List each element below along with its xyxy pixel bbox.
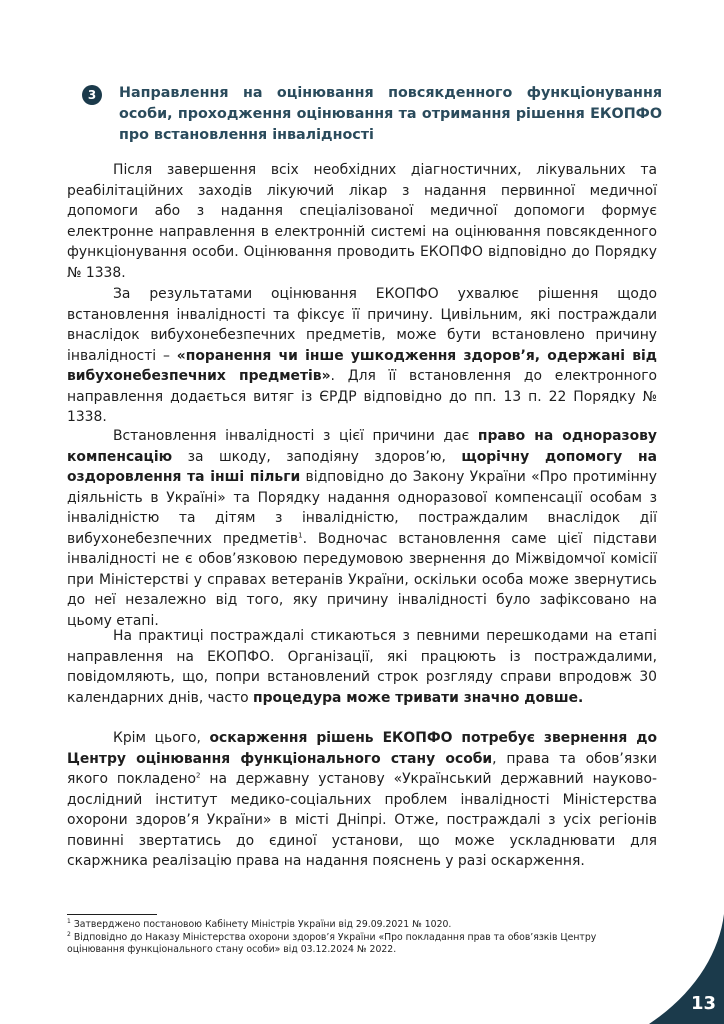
footnote-divider: [67, 914, 157, 915]
footnote-mark: 1: [67, 917, 71, 925]
footnote-mark: 2: [67, 930, 71, 938]
paragraph-text: На практиці постраждалі стикаються з певними перешкодами на етапі направлення на ЕКОПФО. Організації, які працюють із постраждалими, повідомляють, що, попри встановлений строк розгляду справи впродовж 30 календарних днів, часто: [67, 628, 657, 706]
footnote-reference: 2: [196, 771, 201, 780]
bold-text: оскарження рішень ЕКОПФО потребує звернення до Центру оцінювання функціонального стану особи: [67, 730, 658, 767]
section-title: Направлення на оцінювання повсякденного функціонування особи, проходження оцінювання та отримання рішення ЕКОПФО про встановлення інвалідності: [119, 85, 662, 143]
section-number-badge: 3: [82, 85, 102, 105]
paragraph-text: Після завершення всіх необхідних діагностичних, лікувальних та реабілітаційних заходів лікуючий лікар з надання первинної медичної допомоги або з надання спеціалізованої медичної допомоги формує електронне направлення в електронній системі на оцінювання повсякденного функціонування особи. Оцінювання проводить ЕКОПФО відповідно до Порядку № 1338.: [67, 162, 657, 281]
bold-text: право на одноразову компенсацію: [67, 428, 657, 465]
paragraph-1: [67, 160, 657, 283]
paragraph-text: . Для її встановлення до електронного направлення додається витяг із ЄРДР відповідно до пп. 13 п. 22 Порядку № 1338.: [67, 368, 658, 425]
paragraph-text: . Водночас встановлення саме цієї підстави інвалідності не є обов’язковою передумовою звернення до Міжвідомчої комісії при Міністерстві у справах ветеранів України, оскільки особа може звернутись до неї незалежно від того, яку причину інвалідності було зафіксовано на цьому етапі.: [67, 530, 657, 629]
paragraph-text: за шкоду, заподіяну здоров’ю,: [172, 448, 462, 465]
footnote-text: Затверджено постановою Кабінету Міністрів України від 29.09.2021 № 1020.: [73, 919, 452, 930]
bold-text: «поранення чи інше ушкодження здоров’я, одержані від вибухонебезпечних предметів»: [67, 347, 658, 384]
paragraph-5: [67, 728, 657, 872]
bold-text: процедура може тривати значно довше.: [253, 689, 584, 706]
paragraph-4: [67, 626, 657, 708]
paragraph-text: Встановлення інвалідності з цієї причини дає: [113, 428, 478, 444]
footnote-2: [67, 932, 647, 957]
paragraph-text: на державну установу «Український державний науково-дослідний інститут медико-соціальних проблем інвалідності Міністерства охорони здоров’я України» в місті Дніпрі. Отже, постраждалі з усіх регіонів повинні звертатись до єдиної установи, що може ускладнювати для скаржника реалізацію права на надання пояснень у разі оскарження.: [67, 771, 657, 869]
bold-text: щорічну допомогу на оздоровлення та інші пільги: [67, 448, 658, 485]
paragraph-text: , права та обов’язки якого покладено: [67, 750, 657, 787]
footnote-reference: 1: [298, 530, 303, 539]
page-number: 13: [690, 993, 716, 1014]
paragraph-text: За результатами оцінювання ЕКОПФО ухвалює рішення щодо встановлення інвалідності та фіксує її причину. Цивільним, які постраждали внаслідок вибухонебезпечних предметів, може бути встановлено причину інвалідності –: [67, 286, 657, 364]
paragraph-text: Крім цього,: [113, 730, 210, 746]
footnote-1: [67, 919, 647, 932]
paragraph-2: [67, 284, 657, 428]
footnote-text: Відповідно до Наказу Міністерства охорони здоров’я України «Про покладання прав та обов’язків Центру оцінювання функціонального стану особи» від 03.12.2024 № 2022.: [67, 931, 597, 956]
paragraph-text: відповідно до Закону України «Про протимінну діяльність в Україні» та Порядку надання одноразової компенсації особам з інвалідністю та дітям з інвалідністю, постраждалим внаслідок дії вибухонебезпечних предметів: [67, 469, 657, 547]
footnotes: [67, 919, 647, 957]
paragraph-3: [67, 426, 657, 631]
